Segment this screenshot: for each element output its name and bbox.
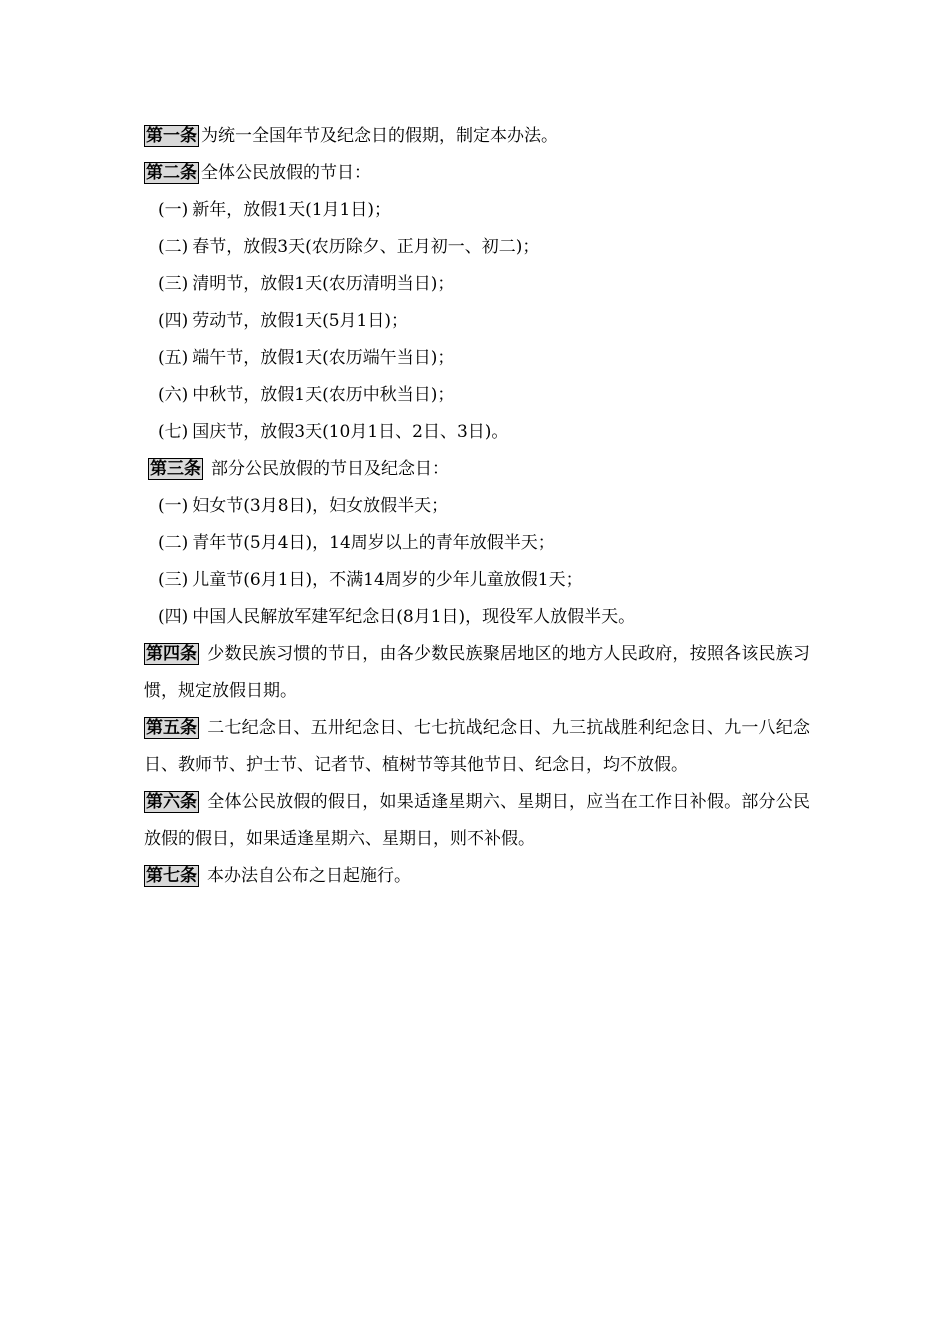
list-item-text: 青年节(5月4日)，14周岁以上的青年放假半天； <box>192 533 555 553</box>
article-label: 第六条 <box>146 792 197 812</box>
list-item-text: 春节，放假3天(农历除夕、正月初一、初二)； <box>192 237 540 257</box>
list-item-text: 中秋节，放假1天(农历中秋当日)； <box>192 385 455 405</box>
list-item-number: (七) <box>158 422 189 442</box>
article-7 <box>144 858 810 895</box>
article-label: 第五条 <box>146 718 197 738</box>
list-item-text: 国庆节，放假3天(10月1日、2日、3日)。 <box>192 422 509 442</box>
article-label: 第三条 <box>150 459 201 479</box>
list-item-text: 劳动节，放假1天(5月1日)； <box>192 311 408 331</box>
article-6 <box>144 784 810 858</box>
list-item <box>144 192 810 229</box>
list-item <box>144 414 810 451</box>
list-item-number: (三) <box>158 274 189 294</box>
list-item-text: 清明节，放假1天(农历清明当日)； <box>192 274 455 294</box>
list-item-text: 新年，放假1天(1月1日)； <box>192 200 391 220</box>
list-item <box>144 562 810 599</box>
article-text: 本办法自公布之日起施行。 <box>207 866 411 886</box>
article-4 <box>144 636 810 710</box>
list-item-number: (一) <box>158 496 189 516</box>
list-item <box>144 488 810 525</box>
list-item-number: (五) <box>158 348 189 368</box>
list-item-text: 妇女节(3月8日)，妇女放假半天； <box>192 496 449 516</box>
list-item-text: 端午节，放假1天(农历端午当日)； <box>192 348 455 368</box>
article-text: 二七纪念日、五卅纪念日、七七抗战纪念日、九三抗战胜利纪念日、九一八纪念日、教师节、护士节、记者节、植树节等其他节日、纪念日，均不放假。 <box>144 718 810 775</box>
article-label: 第四条 <box>146 644 197 664</box>
list-item-number: (二) <box>158 237 189 257</box>
article-2 <box>144 155 810 192</box>
article-5 <box>144 710 810 784</box>
article-label: 第七条 <box>146 866 197 886</box>
list-item-text: 中国人民解放军建军纪念日(8月1日)，现役军人放假半天。 <box>192 607 636 627</box>
list-item <box>144 525 810 562</box>
article-text: 全体公民放假的节日： <box>201 163 371 183</box>
article-1 <box>144 118 810 155</box>
list-item <box>144 340 810 377</box>
list-item-number: (一) <box>158 200 189 220</box>
list-item-number: (四) <box>158 311 189 331</box>
list-item-number: (三) <box>158 570 189 590</box>
article-label: 第一条 <box>146 126 197 146</box>
article-text: 全体公民放假的假日，如果适逢星期六、星期日，应当在工作日补假。部分公民放假的假日，如果适逢星期六、星期日，则不补假。 <box>144 792 810 849</box>
list-item <box>144 266 810 303</box>
article-text: 部分公民放假的节日及纪念日： <box>211 459 449 479</box>
article-text: 少数民族习惯的节日，由各少数民族聚居地区的地方人民政府，按照各该民族习惯，规定放假日期。 <box>144 644 810 701</box>
list-item-text: 儿童节(6月1日)，不满14周岁的少年儿童放假1天； <box>192 570 583 590</box>
article-3 <box>144 451 810 488</box>
article-text: 为统一全国年节及纪念日的假期，制定本办法。 <box>201 126 558 146</box>
list-item-number: (六) <box>158 385 189 405</box>
list-item-number: (二) <box>158 533 189 553</box>
document-body <box>144 118 810 895</box>
list-item <box>144 377 810 414</box>
list-item <box>144 303 810 340</box>
article-label: 第二条 <box>146 163 197 183</box>
list-item-number: (四) <box>158 607 189 627</box>
list-item <box>144 599 810 636</box>
list-item <box>144 229 810 266</box>
